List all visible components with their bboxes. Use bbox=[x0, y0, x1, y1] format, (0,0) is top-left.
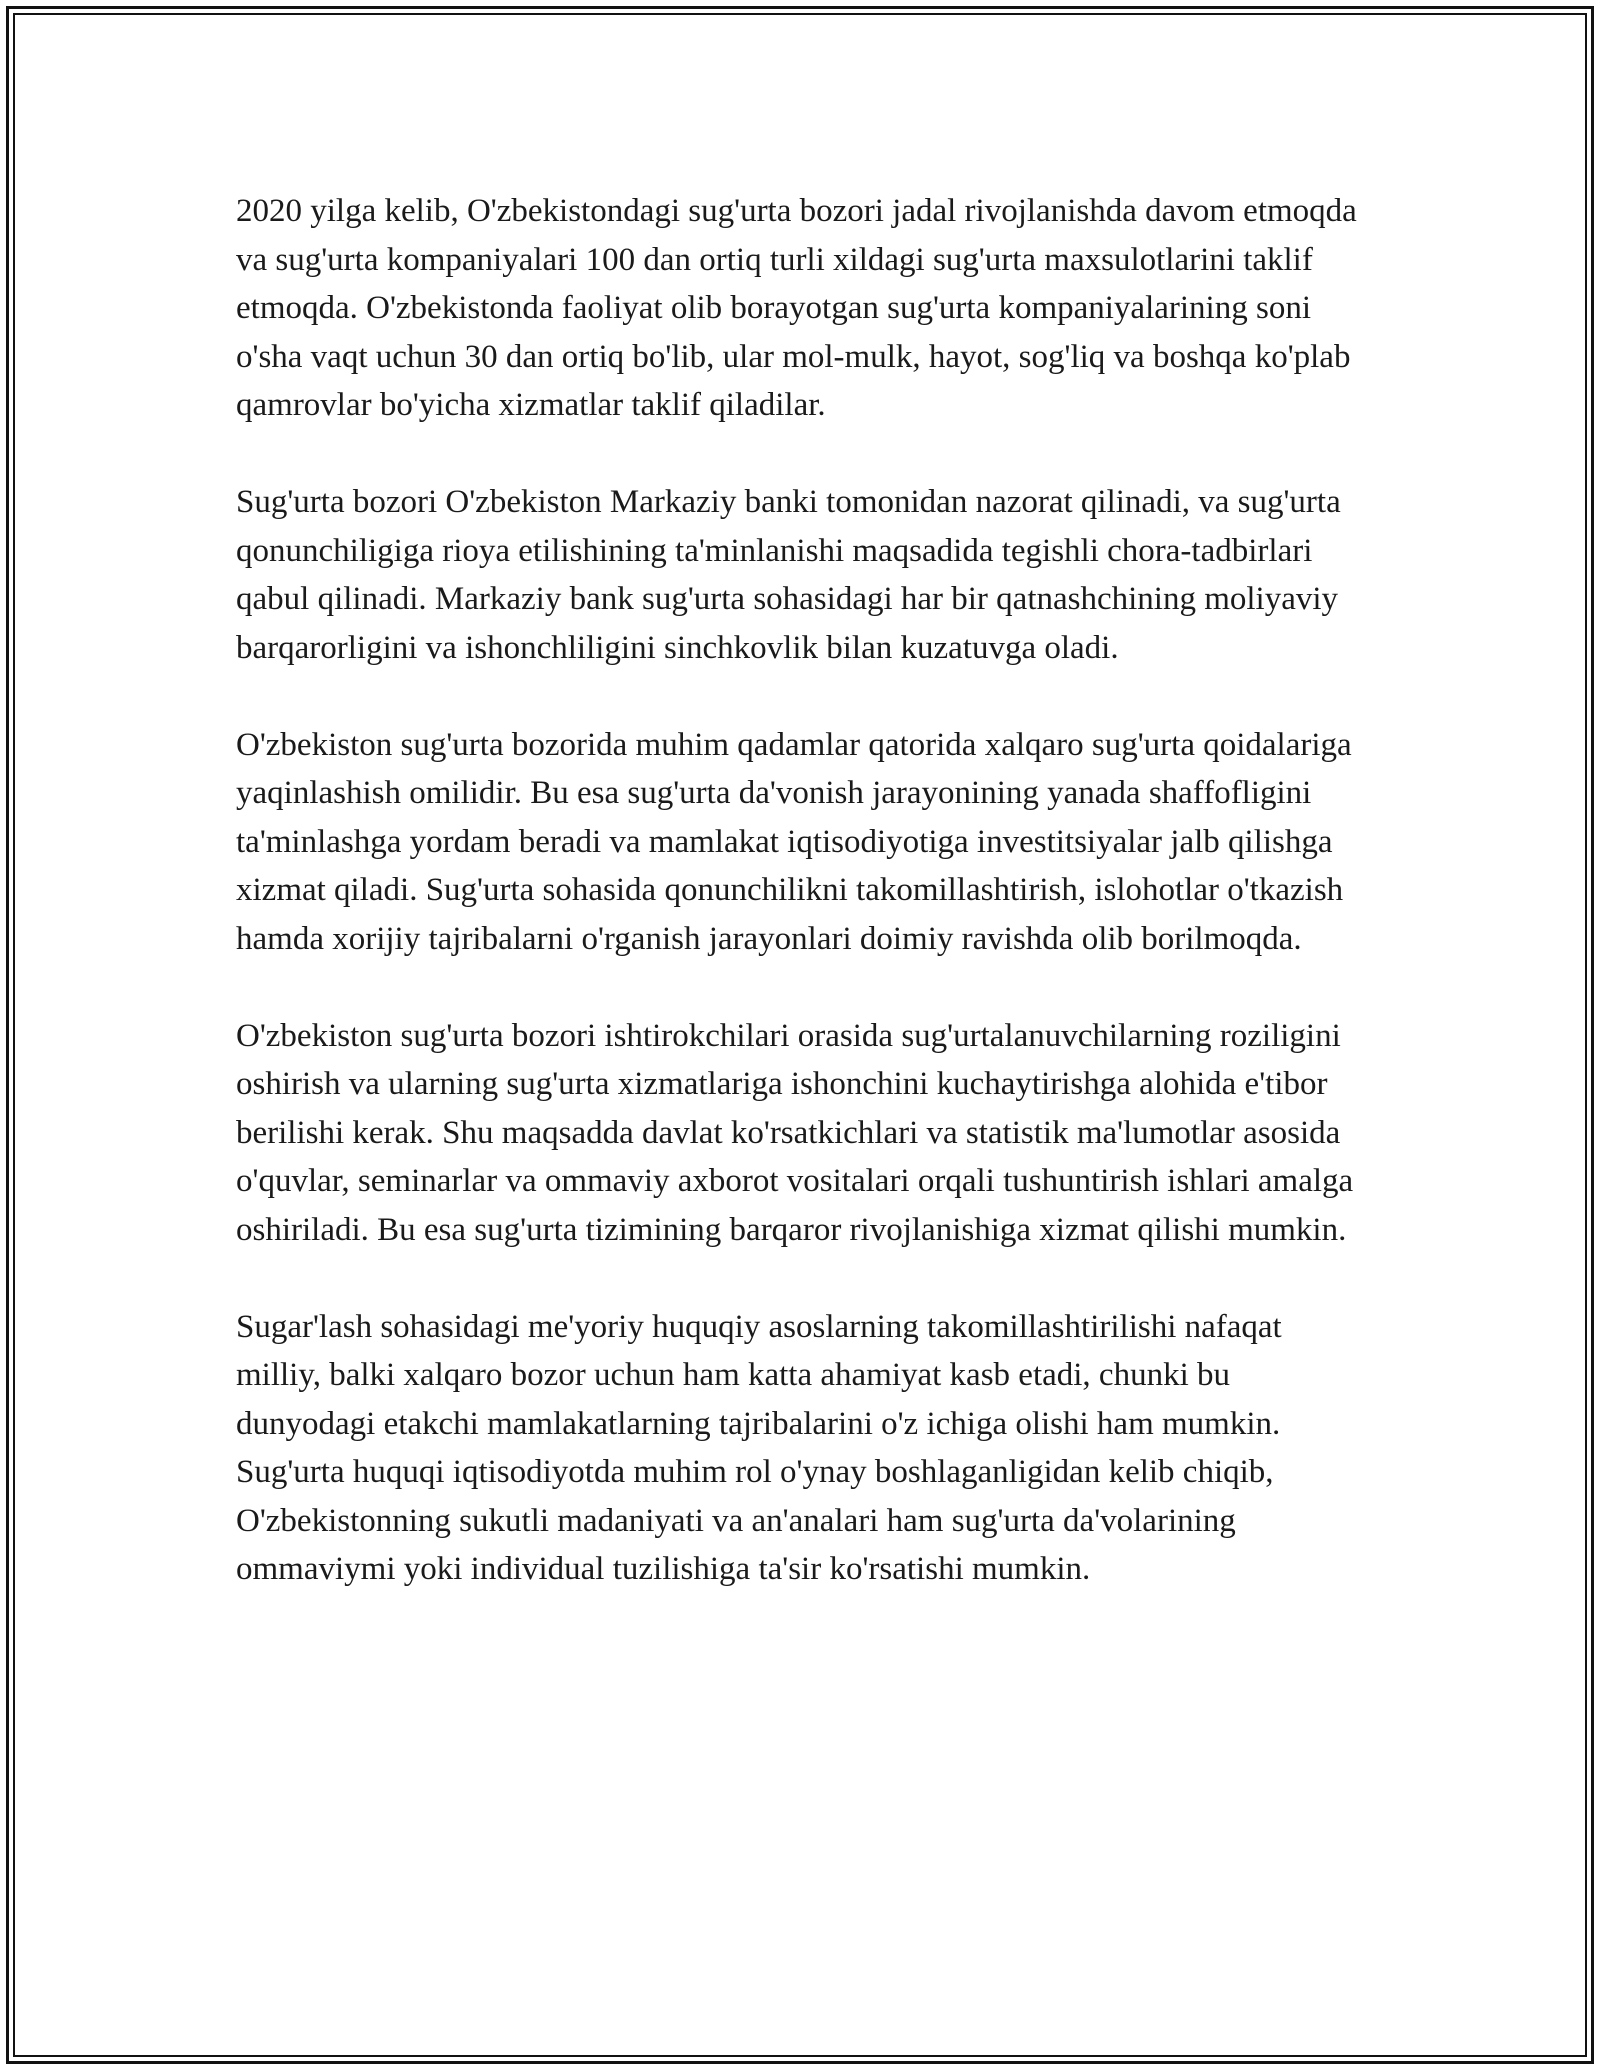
paragraph-legal-framework: Sugar'lash sohasidagi me'yoriy huquqiy asoslarning takomillashtirilishi nafaqat milliy, balki xalqaro bozor uchun ham katta ahamiyat kasb etadi, chunki bu dunyodagi etakchi mamlakatlarning tajribalarini o'z ichiga olishi ham mumkin. Sug'urta huquqi iqtisodiyotda muhim rol o'ynay boshlaganligidan kelib chiqib, O'zbekistonning sukutli madaniyati va an'analari ham sug'urta da'volarining ommaviymi yoki individual tuzilishiga ta'sir ko'rsatishi mumkin. bbox=[236, 1308, 1282, 1587]
paragraph-international-standards: O'zbekiston sug'urta bozorida muhim qadamlar qatorida xalqaro sug'urta qoidalariga yaqinlashish omilidir. Bu esa sug'urta da'vonish jarayonining yanada shaffofligini ta'minlashga yordam beradi va mamlakat iqtisodiyotiga investitsiyalar jalb qilishga xizmat qiladi. Sug'urta sohasida qonunchilikni takomillashtirish, islohotlar o'tkazish hamda xorijiy tajribalarni o'rganish jarayonlari doimiy ravishda olib borilmoqda. bbox=[236, 726, 1352, 957]
paragraph-insurance-market-2020: 2020 yilga kelib, O'zbekistondagi sug'urta bozori jadal rivojlanishda davom etmoqda va sug'urta kompaniyalari 100 dan ortiq turli xildagi sug'urta maxsulotlarini taklif etmoqda. O'zbekistonda faoliyat olib borayotgan sug'urta kompaniyalarining soni o'sha vaqt uchun 30 dan ortiq bo'lib, ular mol-mulk, hayot, sog'liq va boshqa ko'plab qamrovlar bo'yicha xizmatlar taklif qiladilar. bbox=[236, 193, 1357, 423]
paragraph-public-trust: O'zbekiston sug'urta bozori ishtirokchilari orasida sug'urtalanuvchilarning roziligini oshirish va ularning sug'urta xizmatlariga ishonchini kuchaytirishga alohida e'tibor berilishi kerak. Shu maqsadda davlat ko'rsatkichlari va statistik ma'lumotlar asosida o'quvlar, seminarlar va ommaviy axborot vositalari orqali tushuntirish ishlari amalga oshiriladi. Bu esa sug'urta tizimining barqaror rivojlanishiga xizmat qilishi mumkin. bbox=[236, 1017, 1354, 1248]
document-body bbox=[236, 187, 1366, 1594]
paragraph-central-bank-supervision: Sug'urta bozori O'zbekiston Markaziy banki tomonidan nazorat qilinadi, va sug'urta qonunchiligiga rioya etilishining ta'minlanishi maqsadida tegishli chora-tadbirlari qabul qilinadi. Markaziy bank sug'urta sohasidagi har bir qatnashchining moliyaviy barqarorligini va ishonchliligini sinchkovlik bilan kuzatuvga oladi. bbox=[236, 484, 1341, 666]
